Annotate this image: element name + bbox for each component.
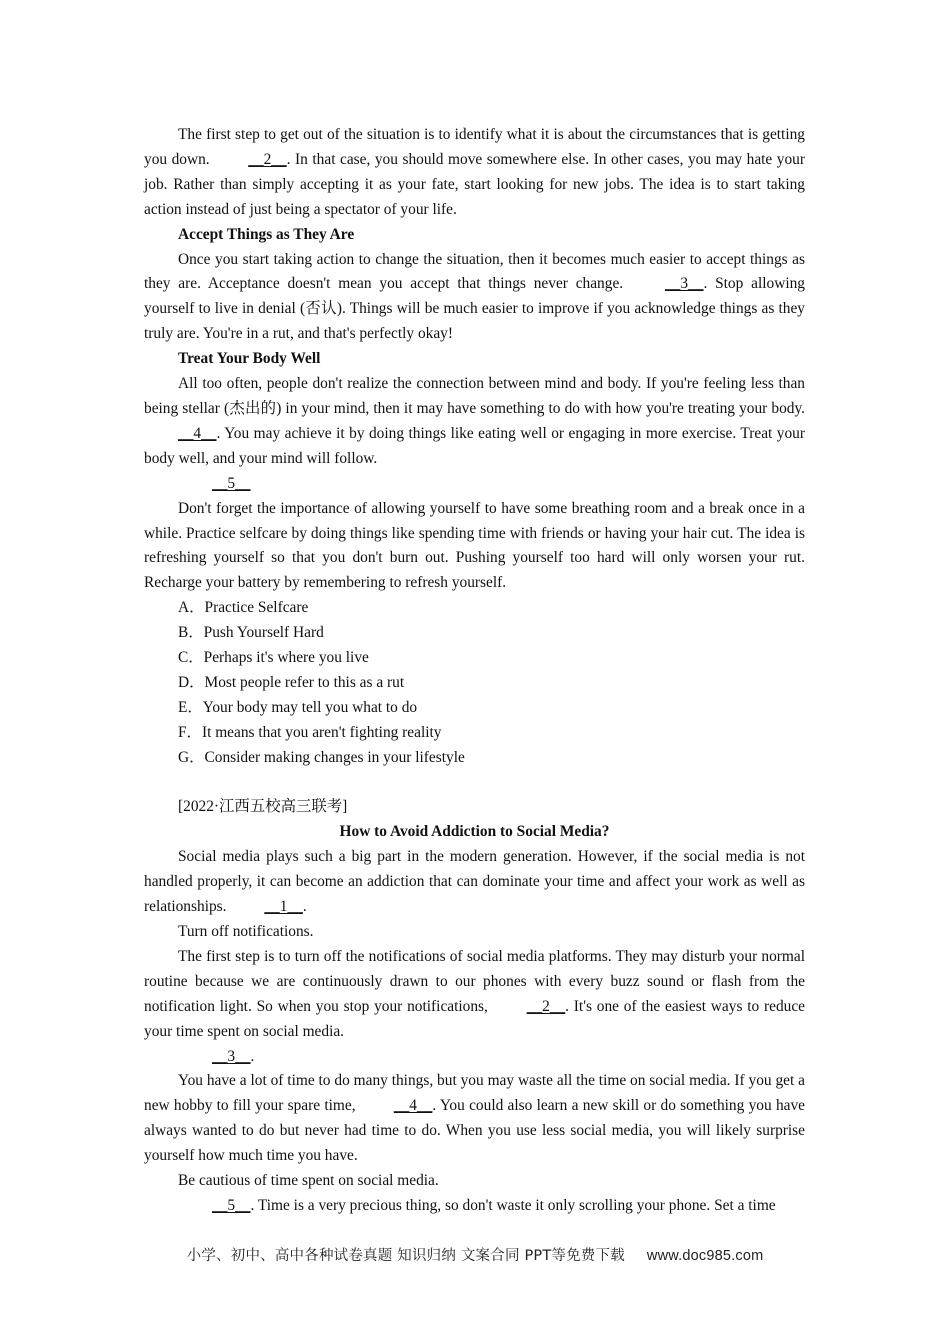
answer-blank-5: __5__	[212, 1196, 251, 1214]
passage2-heading-cautious: Be cautious of time spent on social media.	[178, 1172, 439, 1190]
option-c: C．Perhaps it's where you live	[178, 649, 369, 667]
option-g: G．Consider making changes in your lifestyle	[178, 748, 465, 766]
footer-text: 小学、初中、高中各种试卷真题 知识归纳 文案合同 PPT等免费下载	[186, 1248, 625, 1264]
passage1-paragraph-4: Don't forget the importance of allowing yourself to have some breathing room and a break once in a while. Practice selfcare by doing things like spending time with friends or having your hair cut. The idea is refreshing yourself so that you don't burn out. Pushing yourself too hard will only worsen your rut. Recharge your battery by remembering to refresh yourself.	[144, 499, 805, 592]
answer-blank-2: __2__	[526, 997, 566, 1015]
answer-blank-3: __3__	[212, 1047, 251, 1065]
passage2-heading-notifications: Turn off notifications.	[178, 922, 314, 940]
footer-website: www.doc985.com	[646, 1248, 764, 1264]
answer-blank-3: __3__	[664, 275, 704, 293]
passage2-paragraph-1: Social media plays such a big part in the modern generation. However, if the social media is not handled properly, it can become an addiction that can dominate your time and affect your work as well as relationships. __1__.	[144, 845, 805, 920]
passage2-paragraph-4: __5__. Time is a very precious thing, so don't waste it only scrolling your phone. Set a time	[144, 1194, 805, 1219]
answer-blank-4: __4__	[178, 424, 217, 442]
passage1-paragraph-2: Once you start taking action to change the situation, then it becomes much easier to accept things as they are. Acceptance doesn't mean you accept that things never change. __3__. Stop allowing yourself to live in denial (否认). Things will be much easier to improve if you acknowledge things as they truly are. You're in a rut, and that's perfectly okay!	[144, 250, 805, 343]
option-e: E．Your body may tell you what to do	[178, 698, 418, 716]
passage2-paragraph-3: You have a lot of time to do many things, but you may waste all the time on social media. If you get a new hobby to fill your spare time, __4__. You could also learn a new skill or do something you have always wanted to do but never had time to do. When you use less social media, you will likely surprise yourself how much time you have.	[144, 1072, 805, 1165]
option-a: A．Practice Selfcare	[178, 599, 309, 617]
section-heading-accept-things: Accept Things as They Are	[178, 225, 355, 243]
passage1-paragraph-3: All too often, people don't realize the connection between mind and body. If you're feeling less than being stellar (杰出的) in your mind, then it may have something to do with how you're treating your body. __4__. You may achieve it by doing things like eating well or engaging in more exercise. Treat your body well, and your mind will follow.	[144, 375, 805, 467]
spacer	[144, 771, 805, 796]
option-d: D．Most people refer to this as a rut	[178, 673, 405, 691]
section-heading-blank-5	[144, 472, 805, 497]
page-footer	[0, 1244, 950, 1265]
document-page	[144, 123, 805, 1219]
passage2-heading-blank-3: __3__.	[144, 1045, 805, 1070]
passage1-paragraph-1: The first step to get out of the situation is to identify what it is about the circumstances that is getting you down. __2__. In that case, you should move somewhere else. In other cases, you may hate your job. Rather than simply accepting it as your fate, start looking for new jobs. The idea is to start taking action instead of just being a spectator of your life.	[144, 126, 805, 218]
passage2-title: How to Avoid Addiction to Social Media?	[339, 823, 610, 841]
option-f: F．It means that you aren't fighting reality	[178, 723, 442, 741]
answer-blank-2: __2__	[248, 150, 287, 168]
answer-blank-1: __1__	[264, 898, 303, 916]
section-heading-treat-body: Treat Your Body Well	[178, 350, 321, 368]
answer-blank-4: __4__	[393, 1097, 433, 1115]
answer-blank-5: __5__	[212, 474, 251, 492]
passage2-paragraph-2: The first step is to turn off the notifications of social media platforms. They may disturb your normal routine because we are continuously drawn to our phones with every buzz sound or flash from the notification light. So when you stop your notifications, __2__. It's one of the easiest ways to reduce your time spent on social media.	[144, 947, 805, 1040]
option-b: B．Push Yourself Hard	[178, 624, 324, 642]
passage2-source: [2022·江西五校高三联考]	[178, 798, 348, 816]
